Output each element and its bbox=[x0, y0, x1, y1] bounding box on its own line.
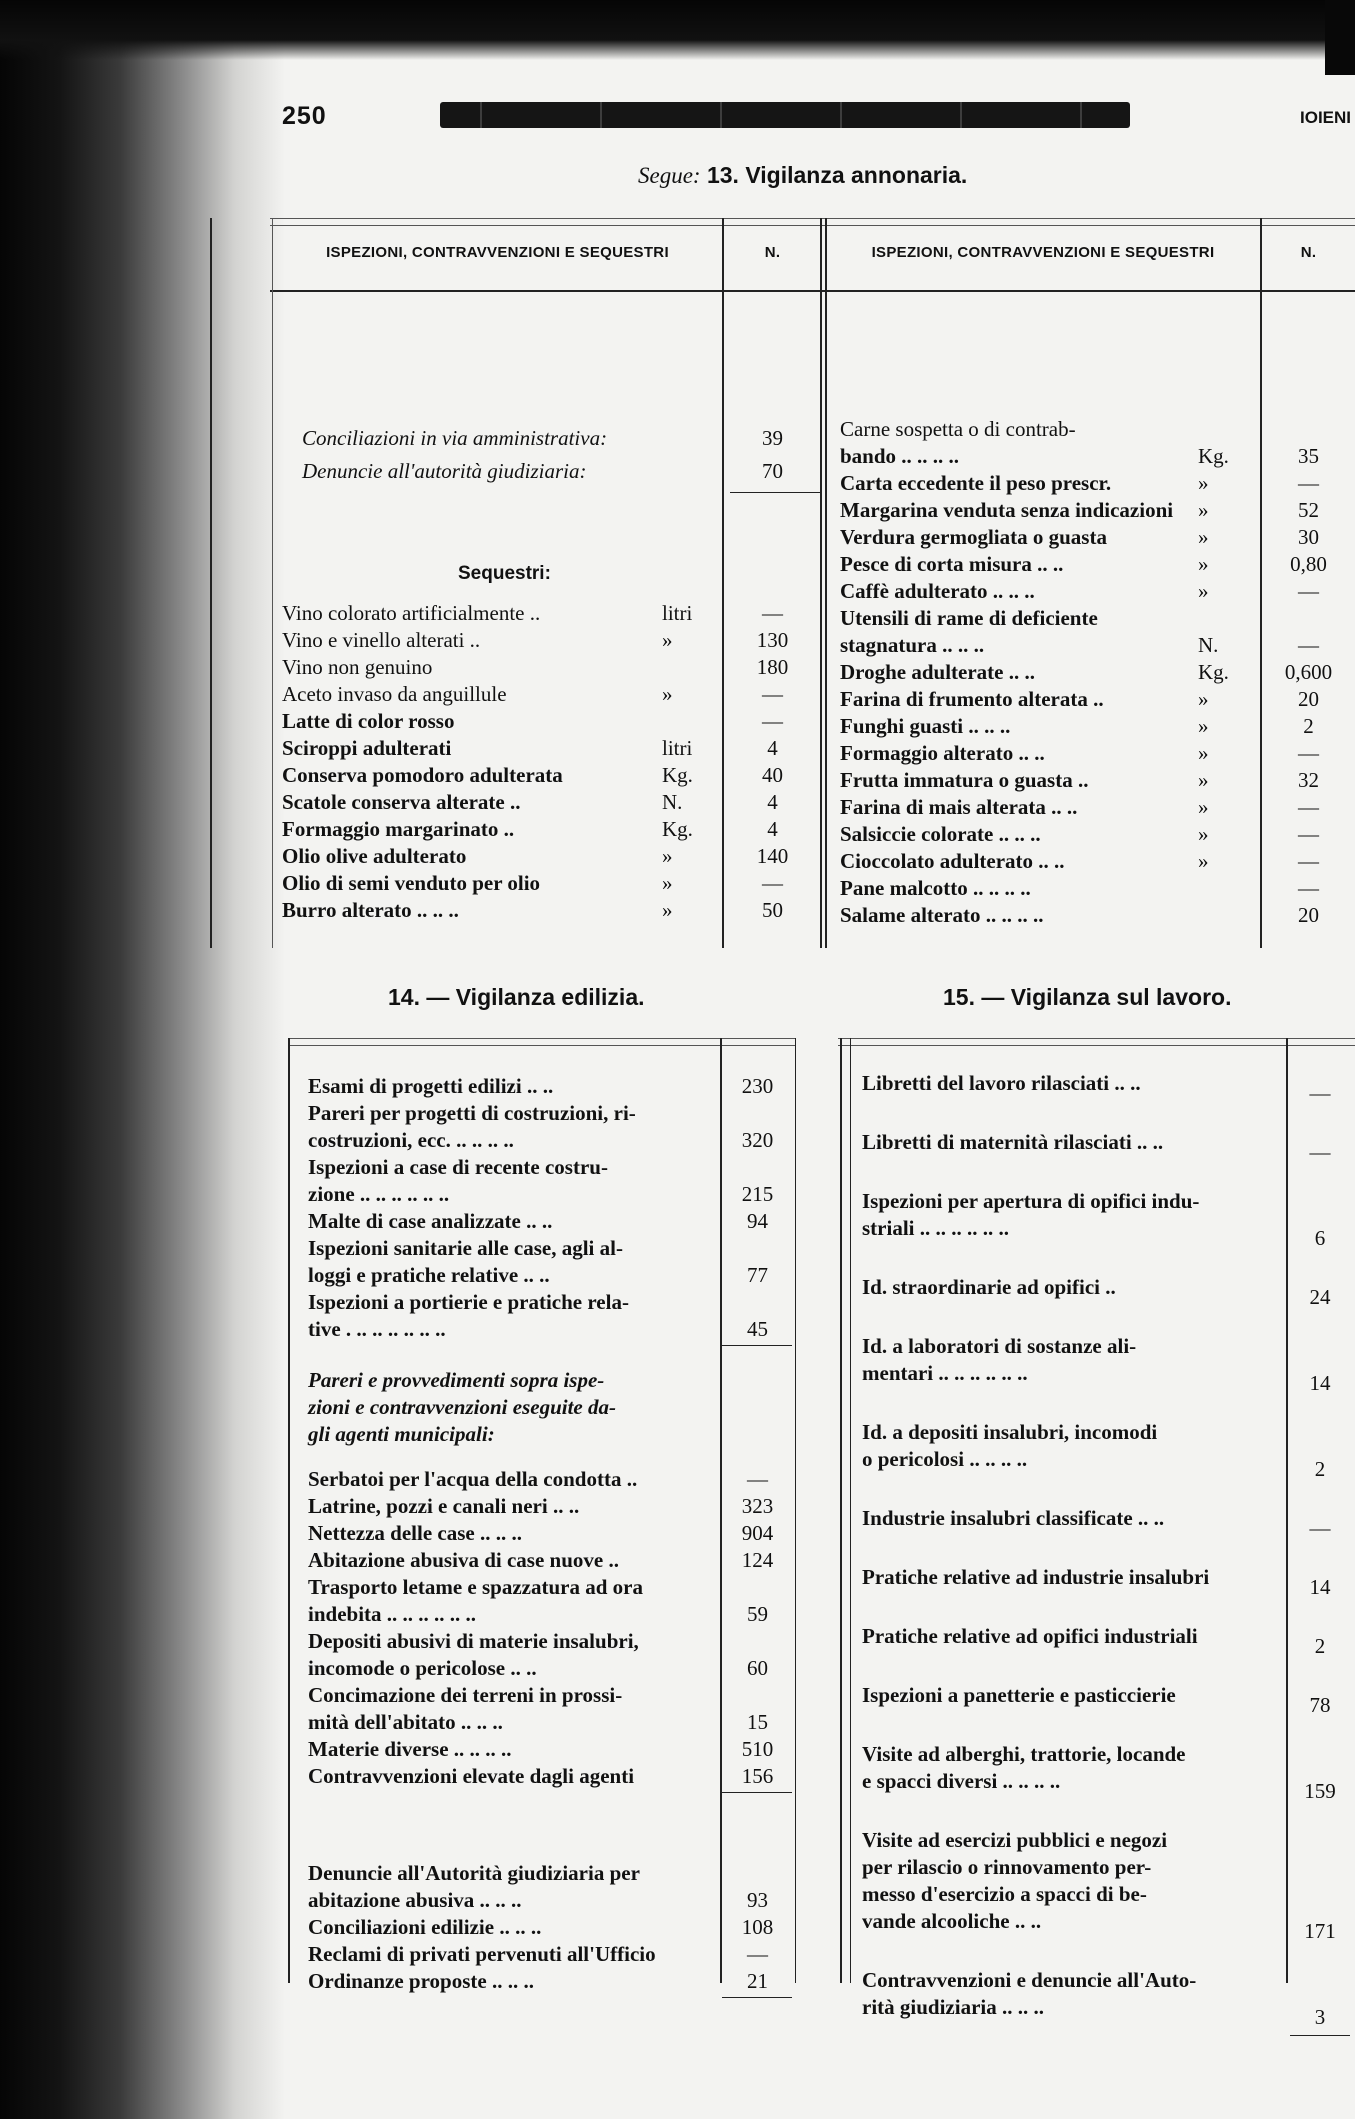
lavoro-label: Visite ad esercizi pubblici e negozi bbox=[862, 1828, 1168, 1852]
sequestro-unit: N. bbox=[662, 790, 683, 814]
sequestro-value: 4 bbox=[767, 736, 778, 760]
edilizia-value: 15 bbox=[747, 1710, 768, 1734]
sequestro-unit: Kg. bbox=[1198, 660, 1229, 684]
section-14-title: 14. — Vigilanza edilizia. bbox=[388, 984, 645, 1010]
edilizia-label: Denuncie all'Autorità giudiziaria per bbox=[308, 1861, 640, 1885]
lavoro-value: — bbox=[1309, 1516, 1331, 1540]
denuncie-label: Denuncie all'autorità giudiziaria: bbox=[302, 459, 587, 483]
edilizia-label: Concimazione dei terreni in prossi- bbox=[308, 1683, 623, 1707]
sequestro-label: Burro alterato .. .. .. bbox=[282, 898, 459, 922]
rule bbox=[1290, 2035, 1350, 2036]
sequestro-value: — bbox=[1298, 579, 1319, 603]
edilizia-value: 156 bbox=[741, 1764, 774, 1788]
edilizia-value: 94 bbox=[747, 1209, 768, 1233]
sequestro-unit: » bbox=[1198, 498, 1209, 522]
section-13-title-text: 13. Vigilanza annonaria. bbox=[706, 162, 968, 188]
lavoro-label: mentari .. .. .. .. .. .. bbox=[862, 1361, 1028, 1385]
sequestro-unit: » bbox=[662, 871, 673, 895]
sequestro-unit: » bbox=[1198, 471, 1209, 495]
running-head: IOIENI bbox=[1300, 108, 1352, 127]
lavoro-label: Contravvenzioni e denuncie all'Auto- bbox=[862, 1968, 1197, 1992]
sequestro-value: — bbox=[762, 709, 783, 733]
sequestro-label: Margarina venduta senza indicazioni bbox=[840, 498, 1174, 522]
lavoro-value: 14 bbox=[1309, 1371, 1331, 1395]
edilizia-value: 21 bbox=[747, 1969, 768, 1993]
rule bbox=[722, 1997, 792, 1998]
sequestro-label: Carta eccedente il peso prescr. bbox=[840, 471, 1112, 495]
lavoro-value: 6 bbox=[1314, 1226, 1326, 1250]
scan-shadow-top bbox=[0, 0, 1355, 60]
edilizia-label: Trasporto letame e spazzatura ad ora bbox=[308, 1575, 643, 1599]
sequestro-unit: » bbox=[1198, 552, 1209, 576]
sequestro-value: 35 bbox=[1298, 444, 1319, 468]
lavoro-label: vande alcooliche .. .. bbox=[862, 1909, 1042, 1933]
sequestro-value: 32 bbox=[1298, 768, 1319, 792]
lavoro-label: Visite ad alberghi, trattorie, locande bbox=[862, 1742, 1186, 1766]
lavoro-label: Id. straordinarie ad opifici .. bbox=[862, 1275, 1116, 1299]
sequestro-label: Scatole conserva alterate .. bbox=[282, 790, 521, 814]
sequestro-value: — bbox=[1298, 633, 1319, 657]
lavoro-label: Ispezioni a panetterie e pasticcierie bbox=[862, 1683, 1176, 1707]
edilizia-value: 45 bbox=[747, 1317, 768, 1341]
sequestro-value: 0,600 bbox=[1284, 660, 1333, 684]
lavoro-label: rità giudiziaria .. .. .. bbox=[862, 1995, 1044, 2019]
lavoro-label: Pratiche relative ad opifici industriali bbox=[862, 1624, 1198, 1648]
sequestro-unit: » bbox=[1198, 687, 1209, 711]
edilizia-label: Reclami di privati pervenuti all'Ufficio bbox=[308, 1942, 656, 1966]
sequestro-label: Salsiccie colorate .. .. .. bbox=[840, 822, 1041, 846]
sequestro-label: Pesce di corta misura .. .. bbox=[840, 552, 1064, 576]
edilizia-label: Contravvenzioni elevate dagli agenti bbox=[308, 1764, 635, 1788]
col-header-right: ISPEZIONI, CONTRAVVENZIONI E SEQUESTRI bbox=[871, 244, 1215, 261]
edilizia-label: zione .. .. .. .. .. .. bbox=[308, 1182, 450, 1206]
edilizia-label: indebita .. .. .. .. .. .. bbox=[308, 1602, 477, 1626]
edilizia-label: Serbatoi per l'acqua della condotta .. bbox=[308, 1467, 638, 1491]
edilizia-label: Materie diverse .. .. .. .. bbox=[308, 1737, 512, 1761]
edilizia-value: — bbox=[747, 1942, 768, 1966]
document-page bbox=[270, 70, 1355, 2119]
sequestro-label: Caffè adulterato .. .. .. bbox=[840, 579, 1035, 603]
sequestro-label: Olio di semi venduto per olio bbox=[282, 871, 541, 895]
denuncie-value: 70 bbox=[762, 459, 783, 483]
sequestro-value: 4 bbox=[767, 817, 778, 841]
sequestro-value: 130 bbox=[756, 628, 789, 652]
section-13-title bbox=[638, 162, 967, 189]
edilizia-label: loggi e pratiche relative .. .. bbox=[308, 1263, 550, 1287]
sequestro-unit: » bbox=[1198, 822, 1209, 846]
edilizia-value: 510 bbox=[741, 1737, 774, 1761]
edilizia-label: Ispezioni a portierie e pratiche rela- bbox=[308, 1290, 629, 1314]
sequestro-value: 140 bbox=[756, 844, 789, 868]
sequestro-value: 20 bbox=[1298, 687, 1319, 711]
edilizia-value: 215 bbox=[741, 1182, 774, 1206]
lavoro-label: Libretti del lavoro rilasciati .. .. bbox=[862, 1071, 1141, 1095]
sequestro-value: — bbox=[1298, 741, 1319, 765]
lavoro-value: 171 bbox=[1304, 1919, 1336, 1943]
sequestro-label: bando .. .. .. .. bbox=[840, 444, 960, 468]
sequestro-unit: N. bbox=[1198, 633, 1219, 657]
sequestro-value: 52 bbox=[1298, 498, 1319, 522]
sequestro-label: Formaggio alterato .. .. bbox=[840, 741, 1045, 765]
sequestro-label: Carne sospetta o di contrab- bbox=[840, 417, 1076, 441]
edilizia-label: Conciliazioni edilizie .. .. .. bbox=[308, 1915, 542, 1939]
lavoro-label: Id. a laboratori di sostanze ali- bbox=[862, 1334, 1137, 1358]
edilizia-label: Pareri per progetti di costruzioni, ri- bbox=[308, 1101, 636, 1125]
segue-prefix: Segue: bbox=[638, 163, 701, 188]
sequestro-label: Farina di mais alterata .. .. bbox=[840, 795, 1078, 819]
sequestro-unit: » bbox=[1198, 849, 1209, 873]
sequestro-value: — bbox=[1298, 876, 1319, 900]
lavoro-label: o pericolosi .. .. .. .. bbox=[862, 1447, 1028, 1471]
sequestro-value: 4 bbox=[767, 790, 778, 814]
sequestro-unit: » bbox=[1198, 579, 1209, 603]
edilizia-label: Latrine, pozzi e canali neri .. .. bbox=[308, 1494, 580, 1518]
edilizia-value: 60 bbox=[747, 1656, 768, 1680]
sequestro-unit: litri bbox=[662, 601, 693, 625]
edilizia-value: 77 bbox=[747, 1263, 768, 1287]
sequestro-value: — bbox=[1298, 795, 1319, 819]
edilizia-label: Malte di case analizzate .. .. bbox=[308, 1209, 553, 1233]
edilizia-value: 323 bbox=[741, 1494, 774, 1518]
lavoro-value: 24 bbox=[1309, 1285, 1331, 1309]
sequestro-unit: » bbox=[1198, 795, 1209, 819]
sequestro-label: Droghe adulterate .. .. bbox=[840, 660, 1035, 684]
lavoro-label: striali .. .. .. .. .. .. bbox=[862, 1216, 1009, 1240]
section-15-title: 15. — Vigilanza sul lavoro. bbox=[943, 984, 1232, 1010]
lavoro-label: Libretti di maternità rilasciati .. .. bbox=[862, 1130, 1164, 1154]
sequestro-unit: litri bbox=[662, 736, 693, 760]
sequestro-value: 50 bbox=[762, 898, 783, 922]
sequestro-label: Salame alterato .. .. .. .. bbox=[840, 903, 1044, 927]
sequestro-label: Utensili di rame di deficiente bbox=[840, 606, 1098, 630]
sequestro-label: Funghi guasti .. .. .. bbox=[840, 714, 1011, 738]
conciliazioni-value: 39 bbox=[762, 426, 783, 450]
edilizia-label: Depositi abusivi di materie insalubri, bbox=[308, 1629, 639, 1653]
sequestro-label: Sciroppi adulterati bbox=[282, 736, 452, 760]
sequestri-heading: Sequestri: bbox=[458, 563, 551, 584]
lavoro-value: 2 bbox=[1314, 1457, 1326, 1481]
edilizia-label: mità dell'abitato .. .. .. bbox=[308, 1710, 503, 1734]
sequestro-unit: » bbox=[662, 628, 673, 652]
edilizia-label: Abitazione abusiva di case nuove .. bbox=[308, 1548, 619, 1572]
edilizia-value: — bbox=[747, 1467, 768, 1491]
sequestro-label: Aceto invaso da anguillule bbox=[282, 682, 507, 706]
edilizia-label: Esami di progetti edilizi .. .. bbox=[308, 1074, 554, 1098]
lavoro-value: 3 bbox=[1314, 2005, 1326, 2029]
edilizia-label: Ordinanze proposte .. .. .. bbox=[308, 1969, 534, 1993]
lavoro-label: e spacci diversi .. .. .. .. bbox=[862, 1769, 1061, 1793]
edilizia-value: 108 bbox=[741, 1915, 774, 1939]
edilizia-value: 904 bbox=[741, 1521, 774, 1545]
edilizia-value: 320 bbox=[741, 1128, 774, 1152]
edilizia-italic-heading: zioni e contravvenzioni eseguite da- bbox=[308, 1395, 616, 1419]
sequestro-label: Latte di color rosso bbox=[282, 709, 455, 733]
lavoro-label: Pratiche relative ad industrie insalubri bbox=[862, 1565, 1210, 1589]
sequestro-label: Vino e vinello alterati .. bbox=[282, 628, 481, 652]
edilizia-label: Ispezioni sanitarie alle case, agli al- bbox=[308, 1236, 623, 1260]
lavoro-label: messo d'esercizio a spacci di be- bbox=[862, 1882, 1147, 1906]
col-header-left: ISPEZIONI, CONTRAVVENZIONI E SEQUESTRI bbox=[326, 244, 669, 261]
lavoro-label: Industrie insalubri classificate .. .. bbox=[862, 1506, 1165, 1530]
edilizia-value: 93 bbox=[747, 1888, 768, 1912]
sequestro-unit: » bbox=[1198, 768, 1209, 792]
edilizia-italic-heading: gli agenti municipali: bbox=[308, 1422, 495, 1446]
sequestro-label: Verdura germogliata o guasta bbox=[840, 525, 1107, 549]
edilizia-label: incomode o pericolose .. .. bbox=[308, 1656, 537, 1680]
decorative-header-band bbox=[440, 102, 1130, 128]
col-n-right: N. bbox=[1300, 244, 1317, 261]
rule bbox=[722, 1345, 792, 1346]
sequestro-value: 0,80 bbox=[1290, 552, 1327, 576]
rule bbox=[722, 1792, 792, 1793]
edilizia-italic-heading: Pareri e provvedimenti sopra ispe- bbox=[308, 1368, 605, 1392]
sequestro-unit: » bbox=[662, 682, 673, 706]
sequestro-value: 20 bbox=[1298, 903, 1319, 927]
sequestro-label: Vino colorato artificialmente .. bbox=[282, 601, 541, 625]
sequestro-unit: » bbox=[1198, 525, 1209, 549]
sequestro-value: 40 bbox=[762, 763, 783, 787]
edilizia-label: Ispezioni a case di recente costru- bbox=[308, 1155, 608, 1179]
sequestro-label: Frutta immatura o guasta .. bbox=[840, 768, 1089, 792]
edilizia-label: costruzioni, ecc. .. .. .. .. bbox=[308, 1128, 514, 1152]
sequestro-label: Cioccolato adulterato .. .. bbox=[840, 849, 1065, 873]
sequestro-unit: » bbox=[1198, 741, 1209, 765]
lavoro-label: Ispezioni per apertura di opifici indu- bbox=[862, 1189, 1200, 1213]
edilizia-value: 230 bbox=[741, 1074, 774, 1098]
lavoro-value: — bbox=[1309, 1081, 1331, 1105]
sequestro-unit: Kg. bbox=[662, 817, 693, 841]
sequestro-value: 30 bbox=[1298, 525, 1319, 549]
sequestro-label: Pane malcotto .. .. .. .. bbox=[840, 876, 1031, 900]
sequestro-value: — bbox=[762, 871, 783, 895]
sequestro-value: — bbox=[1298, 471, 1319, 495]
sequestro-value: — bbox=[762, 682, 783, 706]
lavoro-label: per rilascio o rinnovamento per- bbox=[862, 1855, 1152, 1879]
edilizia-label: Nettezza delle case .. .. .. bbox=[308, 1521, 522, 1545]
page-number: 250 bbox=[282, 102, 327, 130]
sequestro-label: Conserva pomodoro adulterata bbox=[282, 763, 563, 787]
sequestro-label: Farina di frumento alterata .. bbox=[840, 687, 1104, 711]
lavoro-value: — bbox=[1309, 1140, 1331, 1164]
conciliazioni-label: Conciliazioni in via amministrativa: bbox=[302, 426, 608, 450]
lavoro-value: 159 bbox=[1304, 1779, 1336, 1803]
sequestro-label: Olio olive adulterato bbox=[282, 844, 467, 868]
sequestro-label: Vino non genuino bbox=[282, 655, 433, 679]
sequestro-value: — bbox=[1298, 822, 1319, 846]
lavoro-value: 14 bbox=[1309, 1575, 1331, 1599]
lavoro-label: Id. a depositi insalubri, incomodi bbox=[862, 1420, 1158, 1444]
lavoro-value: 2 bbox=[1314, 1634, 1326, 1658]
edilizia-value: 59 bbox=[747, 1602, 768, 1626]
sequestro-unit: Kg. bbox=[662, 763, 693, 787]
sequestro-unit: » bbox=[1198, 714, 1209, 738]
edilizia-value: 124 bbox=[741, 1548, 774, 1572]
col-n-left: N. bbox=[764, 244, 781, 261]
sequestro-unit: » bbox=[662, 844, 673, 868]
sequestro-value: — bbox=[762, 601, 783, 625]
sequestro-unit: » bbox=[662, 898, 673, 922]
sequestro-label: stagnatura .. .. .. bbox=[840, 633, 985, 657]
sequestro-value: — bbox=[1298, 849, 1319, 873]
lavoro-value: 78 bbox=[1309, 1693, 1331, 1717]
sequestro-value: 180 bbox=[756, 655, 789, 679]
scan-shadow-right bbox=[1325, 0, 1355, 75]
sequestro-unit: Kg. bbox=[1198, 444, 1229, 468]
sequestro-label: Formaggio margarinato .. bbox=[282, 817, 515, 841]
sequestro-value: 2 bbox=[1303, 714, 1314, 738]
edilizia-label: abitazione abusiva .. .. .. bbox=[308, 1888, 522, 1912]
edilizia-label: tive . .. .. .. .. .. .. bbox=[308, 1317, 446, 1341]
scan-shadow-left bbox=[0, 0, 285, 2119]
